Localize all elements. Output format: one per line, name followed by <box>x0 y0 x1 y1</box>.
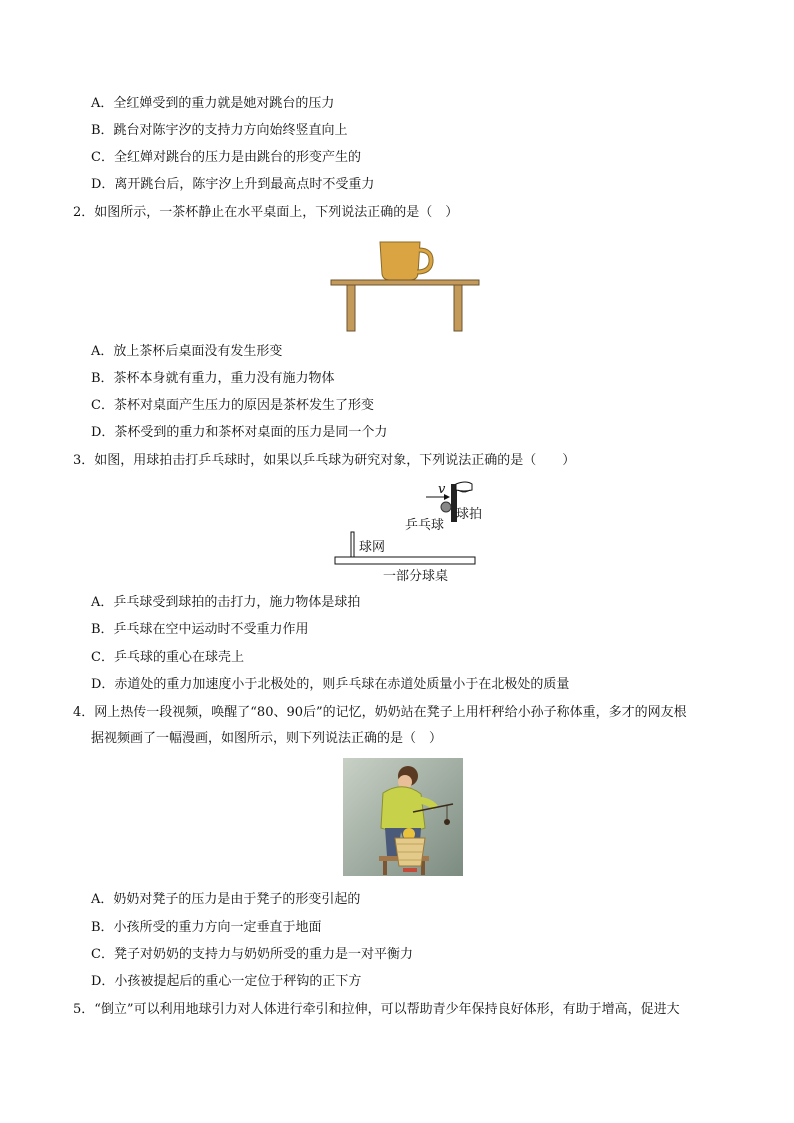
q2-stem: 2．如图所示，一茶杯静止在水平桌面上，下列说法正确的是（ ） <box>73 205 459 220</box>
q3-option-c: C．乒乓球的重心在球壳上 <box>91 650 244 665</box>
q1-option-b: B．跳台对陈宇汐的支持力方向始终竖直向上 <box>91 123 348 138</box>
q1-option-a: A．全红婵受到的重力就是她对跳台的压力 <box>91 96 335 111</box>
q4-stem-line2: 据视频画了一幅漫画，如图所示，则下列说法正确的是（ ） <box>91 731 443 746</box>
paddle-label: 球拍 <box>456 507 483 522</box>
q1-option-c: C．全红婵对跳台的压力是由跳台的形变产生的 <box>91 150 361 165</box>
q5-stem-line1: 5．“倒立”可以利用地球引力对人体进行牵引和拉伸，可以帮助青少年保持良好体形，有助于增高，促进大 <box>73 1002 680 1017</box>
q2-option-c: C．茶杯对桌面产生压力的原因是茶杯发生了形变 <box>91 398 374 413</box>
q4-option-b: B．小孩所受的重力方向一定垂直于地面 <box>91 920 322 935</box>
ping-pong-figure <box>330 478 483 586</box>
q4-stem-line1: 4．网上热传一段视频，唤醒了“80、90后”的记忆，奶奶站在凳子上用杆秤给小孙子称体重，多才的网友根 <box>73 705 687 720</box>
net-label: 球网 <box>359 540 386 555</box>
q4-option-a: A．奶奶对凳子的压力是由于凳子的形变引起的 <box>91 892 361 907</box>
q4-option-c: C．凳子对奶奶的支持力与奶奶所受的重力是一对平衡力 <box>91 947 413 962</box>
grandma-weighing-illustration <box>343 758 463 876</box>
q3-stem: 3．如图，用球拍击打乒乓球时，如果以乒乓球为研究对象，下列说法正确的是（ ） <box>73 453 576 468</box>
q1-option-d: D．离开跳台后，陈宇汐上升到最高点时不受重力 <box>91 177 375 192</box>
teacup-on-table-figure <box>330 240 480 332</box>
q3-option-d: D．赤道处的重力加速度小于北极处的，则乒乓球在赤道处质量小于在北极处的质量 <box>91 677 570 692</box>
q3-option-b: B．乒乓球在空中运动时不受重力作用 <box>91 622 309 637</box>
q4-option-d: D．小孩被提起后的重心一定位于秤钩的正下方 <box>91 974 362 989</box>
ball-label: 乒乓球 <box>405 518 445 533</box>
table-label: 一部分球桌 <box>383 569 449 584</box>
q2-option-a: A．放上茶杯后桌面没有发生形变 <box>91 344 283 359</box>
q2-option-b: B．茶杯本身就有重力，重力没有施力物体 <box>91 371 335 386</box>
q3-option-a: A．乒乓球受到球拍的击打力，施力物体是球拍 <box>91 595 361 610</box>
velocity-label: v <box>438 482 446 497</box>
q2-option-d: D．茶杯受到的重力和茶杯对桌面的压力是同一个力 <box>91 425 388 440</box>
